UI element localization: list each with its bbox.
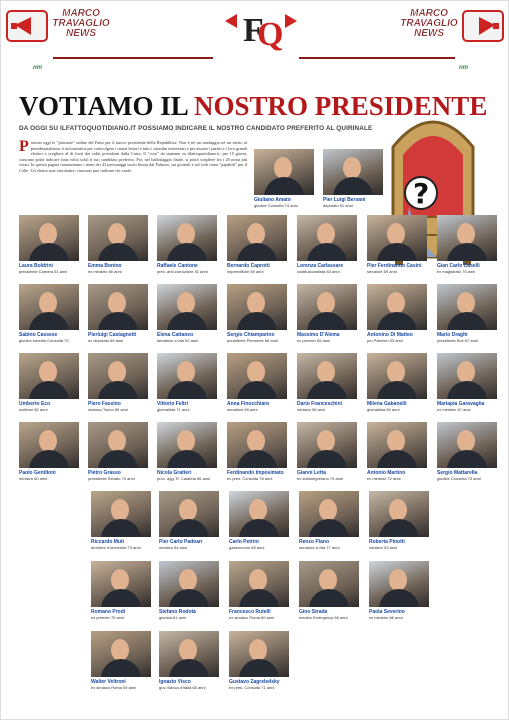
candidate-name: Sabino Cassese xyxy=(19,332,58,338)
candidate-photo xyxy=(91,631,151,677)
candidate-role: proc. agg. R. Calabria 56 anni xyxy=(157,476,211,481)
candidate-card xyxy=(367,353,427,412)
candidate-photo xyxy=(437,353,497,399)
candidate-card xyxy=(437,353,497,412)
candidate-card xyxy=(227,422,287,481)
candidate-card xyxy=(367,215,427,274)
candidate-photo xyxy=(159,561,219,607)
candidate-role: giudice Consulta 73 anni xyxy=(437,476,481,481)
candidate-role: ministro 60 anni xyxy=(19,476,48,481)
candidate-photo xyxy=(297,353,357,399)
candidate-name: Sergio Chiamparino xyxy=(227,332,275,338)
candidate-card xyxy=(227,353,287,412)
candidate-role: giurista 81 anni xyxy=(159,615,187,620)
candidate-name: Francesco Rutelli xyxy=(229,609,271,615)
candidate-role: sindaco Torino 65 anni xyxy=(88,407,128,412)
candidate-name: Umberto Eco xyxy=(19,401,51,407)
candidate-photo xyxy=(229,491,289,537)
candidate-name: Ignazio Visco xyxy=(159,679,191,685)
candidate-card xyxy=(88,422,148,481)
candidate-card xyxy=(227,284,287,343)
candidate-photo xyxy=(91,491,151,537)
candidate-name: Laura Boldrini xyxy=(19,263,53,269)
candidate-card xyxy=(159,491,219,550)
candidate-photo xyxy=(367,215,427,261)
candidate-card xyxy=(367,284,427,343)
candidate-role: ex premier 75 anni xyxy=(91,615,125,620)
candidate-card xyxy=(157,215,217,274)
nm-mark-left: nm xyxy=(33,65,42,71)
candidate-role: ex deputato 69 anni xyxy=(88,338,124,343)
candidate-photo xyxy=(323,149,383,195)
candidate-card xyxy=(437,422,497,481)
candidate-card xyxy=(437,215,497,274)
candidate-card xyxy=(91,631,151,690)
candidate-card xyxy=(157,422,217,481)
candidate-name: Gianni Letta xyxy=(297,470,326,476)
candidate-role: ex ministro 66 anni xyxy=(88,269,122,274)
svg-text:Q: Q xyxy=(257,16,284,53)
candidate-card xyxy=(19,422,79,481)
candidate-photo xyxy=(227,284,287,330)
candidate-name: Elena Cattaneo xyxy=(157,332,194,338)
candidate-photo xyxy=(299,561,359,607)
candidate-name: Sergio Mattarella xyxy=(437,470,478,476)
masthead xyxy=(1,1,509,71)
candidate-name: Stefano Rodotà xyxy=(159,609,196,615)
candidate-card xyxy=(19,215,79,274)
candidate-card xyxy=(299,561,359,620)
candidate-card xyxy=(91,561,151,620)
candidate-card xyxy=(299,491,359,550)
candidate-role: gov. Banca d'Italia 65 anni xyxy=(159,685,206,690)
candidate-role: direttore d'orchestra 73 anni xyxy=(91,545,141,550)
candidate-name: Bernardo Caprotti xyxy=(227,263,270,269)
candidate-name: Pier Luigi Bersani xyxy=(323,197,366,203)
candidate-name: Lorenza Carlassare xyxy=(297,263,344,269)
candidate-card xyxy=(91,491,151,550)
candidate-photo xyxy=(157,215,217,261)
candidate-card xyxy=(229,631,289,690)
drop-cap: P xyxy=(19,138,29,155)
candidate-card xyxy=(19,353,79,412)
candidate-role: senatore a vita 77 anni xyxy=(299,545,340,550)
candidate-photo xyxy=(437,422,497,468)
candidate-card xyxy=(159,631,219,690)
candidate-photo xyxy=(157,353,217,399)
candidate-name: Vittorio Feltri xyxy=(157,401,189,407)
candidate-photo xyxy=(299,491,359,537)
candidate-photo xyxy=(91,561,151,607)
candidate-role: ex ministro 67 anni xyxy=(437,407,471,412)
candidate-role: giudice emerito Consulta 79 xyxy=(19,338,69,343)
candidate-name: Emma Bonino xyxy=(88,263,122,269)
candidate-role: medico Emergency 66 anni xyxy=(299,615,348,620)
candidate-role: ministro 53 anni xyxy=(369,545,398,550)
candidate-card xyxy=(19,284,79,343)
candidate-card xyxy=(88,284,148,343)
candidate-name: Antonino Di Matteo xyxy=(367,332,413,338)
svg-text:F: F xyxy=(243,12,264,49)
candidate-photo xyxy=(88,422,148,468)
candidate-photo xyxy=(437,284,497,330)
rule-left xyxy=(53,57,213,59)
candidate-card xyxy=(159,561,219,620)
megaphone-icon-right xyxy=(461,5,505,45)
candidate-name: Renzo Piano xyxy=(299,539,330,545)
candidate-photo xyxy=(227,422,287,468)
candidate-photo xyxy=(157,422,217,468)
candidate-card xyxy=(297,353,357,412)
candidate-photo xyxy=(437,215,497,261)
candidate-photo xyxy=(227,353,287,399)
candidate-name: Gustavo Zagrebelsky xyxy=(229,679,280,685)
candidate-role: imprenditore 89 anni xyxy=(227,269,264,274)
candidate-name: Antonio Martino xyxy=(367,470,406,476)
candidate-role: ex sindaco Roma 60 anni xyxy=(229,615,275,620)
candidate-role: ex sottosegretario 79 anni xyxy=(297,476,344,481)
candidate-name: Romano Prodi xyxy=(91,609,126,615)
candidate-role: ex ministro 66 anni xyxy=(369,615,403,620)
candidate-role: presidente Senato 70 anni xyxy=(88,476,135,481)
candidate-photo xyxy=(88,284,148,330)
candidate-name: Roberta Pinotti xyxy=(369,539,405,545)
candidate-card xyxy=(297,422,357,481)
candidate-role: gastronomo 65 anni xyxy=(229,545,265,550)
candidate-name: Dario Franceschini xyxy=(297,401,343,407)
candidate-name: Mario Draghi xyxy=(437,332,468,338)
candidate-name: Carlo Petrini xyxy=(229,539,259,545)
rule-right xyxy=(299,57,455,59)
megaphone-icon xyxy=(5,5,49,45)
candidate-name: Milena Gabanelli xyxy=(367,401,407,407)
candidate-role: presidente Bce 67 anni xyxy=(437,338,478,343)
candidate-name: Paola Severino xyxy=(369,609,405,615)
brand-right: MARCO TRAVAGLIO NEWS xyxy=(400,8,458,39)
headline: VOTIAMO IL NOSTRO PRESIDENTE xyxy=(19,91,488,121)
candidate-name: Pier Carlo Padoan xyxy=(159,539,203,545)
candidate-photo xyxy=(19,284,79,330)
candidate-photo xyxy=(19,215,79,261)
candidate-role: ex ministro 72 anni xyxy=(367,476,401,481)
candidate-photo xyxy=(88,353,148,399)
candidate-card xyxy=(367,422,427,481)
candidate-role: ex pres. Consulta 78 anni xyxy=(227,476,273,481)
candidate-photo xyxy=(157,284,217,330)
candidate-role: pm Palermo 53 anni xyxy=(367,338,403,343)
candidate-card xyxy=(229,491,289,550)
candidate-photo xyxy=(229,631,289,677)
candidate-role: presidente Piemonte 66 anni xyxy=(227,338,278,343)
candidate-card xyxy=(227,215,287,274)
candidate-photo xyxy=(297,215,357,261)
candidate-photo xyxy=(159,491,219,537)
candidate-photo xyxy=(367,422,427,468)
candidate-name: Nicola Gratteri xyxy=(157,470,192,476)
candidate-photo xyxy=(369,491,429,537)
brand-left: MARCO TRAVAGLIO NEWS xyxy=(52,8,110,39)
candidate-name: Massimo D'Alema xyxy=(297,332,340,338)
candidate-photo xyxy=(297,284,357,330)
candidate-photo xyxy=(297,422,357,468)
candidate-role: ex sindaco Roma 59 anni xyxy=(91,685,137,690)
intro-text: P artono oggi le "primarie" online del Fatto per il nuovo presidente della Repubblica. Non è né un sondaggio né un invito al presidenzialismo: è un'iniziativa per coinvolgere i nostri lettori e tutti i cittadini interessati e per aiutare i partiti e i loro grandi elettori a scegliere al di fuori dei soliti presidenti dalla Casta. Il "voto" da stamane su ilfattoquotidiano.it: per 10 giorni, ciascuno potrà indicare (una volta sola) il suo candidato preferito. Poi, nel ballottaggio finale, si potrà scegliere fra i 20 nomi più votati. In questa pagina riassumiamo i nomi dei 43 personaggi usciti finora dal Palazzo, sui giornali e sul web come "papabili" per il Colle. Un elenco non vincolante: ciascuno può indicare chi vuole. xyxy=(19,138,247,173)
candidate-photo xyxy=(227,215,287,261)
candidate-role: ministro 56 anni xyxy=(297,407,326,412)
candidate-role: ex magistrato 75 anni xyxy=(437,269,476,274)
candidate-card xyxy=(369,491,429,550)
nm-mark-right: nm xyxy=(459,65,468,71)
candidate-name: Pierluigi Castagnetti xyxy=(88,332,137,338)
candidate-role: senatore 59 anni xyxy=(367,269,397,274)
candidate-role: ex pres. Consulta 71 anni xyxy=(229,685,275,690)
candidate-photo xyxy=(254,149,314,195)
candidate-role: giornalista 71 anni xyxy=(157,407,190,412)
candidate-photo xyxy=(367,284,427,330)
candidate-photo xyxy=(19,353,79,399)
megaphone-small-left-icon xyxy=(221,9,245,33)
candidate-name: Pietro Grasso xyxy=(88,470,121,476)
candidate-role: ex premier 65 anni xyxy=(297,338,331,343)
candidate-card xyxy=(88,215,148,274)
candidate-card xyxy=(369,561,429,620)
candidate-card xyxy=(323,149,383,208)
candidate-photo xyxy=(159,631,219,677)
candidate-name: Giuliano Amato xyxy=(254,197,291,203)
candidate-role: scrittore 82 anni xyxy=(19,407,48,412)
candidate-role: senatrice a vita 52 anni xyxy=(157,338,199,343)
candidate-card xyxy=(88,353,148,412)
candidate-name: Pier Ferdinando Casini xyxy=(367,263,422,269)
candidate-name: Paolo Gentiloni xyxy=(19,470,56,476)
candidate-card xyxy=(297,284,357,343)
candidate-name: Mariapia Garavaglia xyxy=(437,401,485,407)
candidate-name: Anna Finocchiaro xyxy=(227,401,270,407)
candidate-role: senatrice 69 anni xyxy=(227,407,258,412)
candidate-name: Ferdinando Imposimato xyxy=(227,470,284,476)
candidate-role: presidente Camera 51 anni xyxy=(19,269,68,274)
candidate-role: ministro 64 anni xyxy=(159,545,188,550)
candidate-name: Gian Carlo Caselli xyxy=(437,263,480,269)
candidate-name: Raffaele Cantone xyxy=(157,263,198,269)
candidate-name: Gino Strada xyxy=(299,609,328,615)
megaphone-small-right-icon xyxy=(277,9,301,33)
candidate-photo xyxy=(88,215,148,261)
candidate-name: Riccardo Muti xyxy=(91,539,125,545)
candidate-role: pres. anti-corruzione 51 anni xyxy=(157,269,208,274)
candidate-photo xyxy=(369,561,429,607)
candidate-card xyxy=(297,215,357,274)
candidate-card xyxy=(157,284,217,343)
candidate-card xyxy=(157,353,217,412)
candidate-photo xyxy=(19,422,79,468)
candidate-role: costituzionalista 83 anni xyxy=(297,269,340,274)
candidate-card xyxy=(437,284,497,343)
svg-text:?: ? xyxy=(413,177,430,210)
candidate-photo xyxy=(367,353,427,399)
candidate-role: giornalista 60 anni xyxy=(367,407,400,412)
candidate-name: Piero Fassino xyxy=(88,401,121,407)
candidate-role: deputato 61 anni xyxy=(323,203,353,208)
candidate-role: giudice Consulta 74 anni xyxy=(254,203,298,208)
candidate-card xyxy=(254,149,314,208)
candidate-name: Walter Veltroni xyxy=(91,679,126,685)
candidate-card xyxy=(229,561,289,620)
subheadline: DA OGGI SU ILFATTOQUOTIDIANO.IT POSSIAMO INDICARE IL NOSTRO CANDIDATO PREFERITO AL QUIRINALE xyxy=(19,125,373,132)
candidate-photo xyxy=(229,561,289,607)
